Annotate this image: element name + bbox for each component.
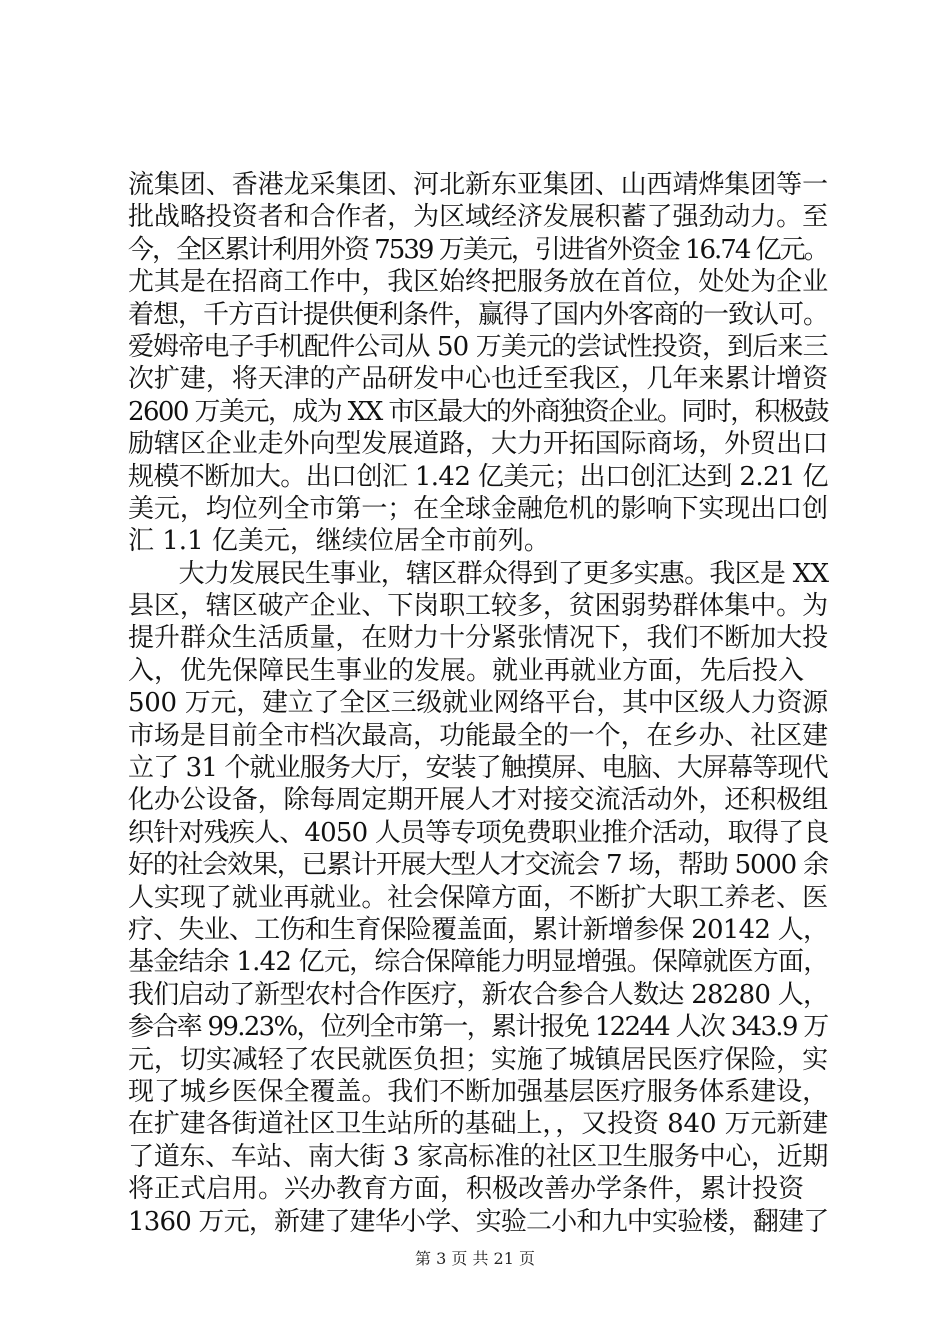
text-line: 元，切实减轻了农民就医负担；实施了城镇居民医疗保险，实 [128,1044,829,1075]
text-line: 大力发展民生事业，辖区群众得到了更多实惠。我区是 XX [128,558,829,589]
text-line: 提升群众生活质量，在财力十分紧张情况下，我们不断加大投 [128,623,829,654]
text-line: 立了 31 个就业服务大厅，安装了触摸屏、电脑、大屏幕等现代 [128,753,828,784]
text-line: 500 万元，建立了全区三级就业网络平台，其中区级人力资源 [128,688,828,719]
text-line: 好的社会效果，已累计开展大型人才交流会 7 场，帮助 5000 余 [128,850,828,881]
text-line: 着想，千方百计提供便利条件，赢得了国内外客商的一致认可。 [128,299,829,330]
text-line: 次扩建，将天津的产品研发中心也迁至我区，几年来累计增资 [128,364,829,395]
text-line: 在扩建各街道社区卫生站所的基础上，，又投资 840 万元新建 [128,1109,829,1140]
body-text [128,169,828,1238]
text-line: 今，全区累计利用外资 7539 万美元，引进省外资金 16.74 亿元。 [128,234,828,265]
text-line: 1360 万元，新建了建华小学、实验二小和九中实验楼，翻建了 [128,1206,829,1237]
text-line: 将正式启用。兴办教育方面，积极改善办学条件，累计投资 [128,1174,805,1205]
text-line: 县区，辖区破产企业、下岗职工较多，贫困弱势群体集中。为 [128,591,829,622]
text-line: 织针对残疾人、4050 人员等专项免费职业推介活动，取得了良 [128,817,829,848]
text-line: 基金结余 1.42 亿元，综合保障能力明显增强。保障就医方面， [128,947,829,978]
text-line: 规模不断加大。出口创汇 1.42 亿美元；出口创汇达到 2.21 亿 [128,461,828,492]
text-line: 入，优先保障民生事业的发展。就业再就业方面，先后投入 [128,655,805,686]
text-line: 了道东、车站、南大街 3 家高标准的社区卫生服务中心，近期 [128,1141,829,1172]
text-line: 2600 万美元，成为 XX 市区最大的外商独资企业。同时，积极鼓 [128,396,828,427]
text-line: 我们启动了新型农村合作医疗，新农合参合人数达 28280 人， [128,979,829,1010]
text-line: 化办公设备，除每周定期开展人才对接交流活动外，还积极组 [128,785,829,816]
text-line: 励辖区企业走外向型发展道路，大力开拓国际商场，外贸出口 [128,429,829,460]
text-line: 批战略投资者和合作者，为区域经济发展积蓄了强劲动力。至 [128,202,829,233]
text-line: 尤其是在招商工作中，我区始终把服务放在首位，处处为企业 [128,267,829,298]
text-line: 参合率 99.23%，位列全市第一，累计报免 12244 人次 343.9 万 [128,1012,828,1043]
text-line: 美元，均位列全市第一；在全球金融危机的影响下实现出口创 [128,493,829,524]
text-line: 爱姆帝电子手机配件公司从 50 万美元的尝试性投资，到后来三 [128,331,828,362]
text-line: 疗、失业、工伤和生育保险覆盖面，累计新增参保 20142 人， [128,914,829,945]
text-line: 市场是目前全市档次最高，功能最全的一个，在乡办、社区建 [128,720,829,751]
text-line: 人实现了就业再就业。社会保障方面，不断扩大职工养老、医 [128,882,829,913]
text-line: 流集团、香港龙采集团、河北新东亚集团、山西靖烨集团等一 [128,170,829,200]
page-footer: 第 3 页 共 21 页 [415,1249,535,1268]
text-line: 现了城乡医保全覆盖。我们不断加强基层医疗服务体系建设， [128,1076,829,1107]
text-line: 汇 1.1 亿美元，继续位居全市前列。 [128,526,550,557]
